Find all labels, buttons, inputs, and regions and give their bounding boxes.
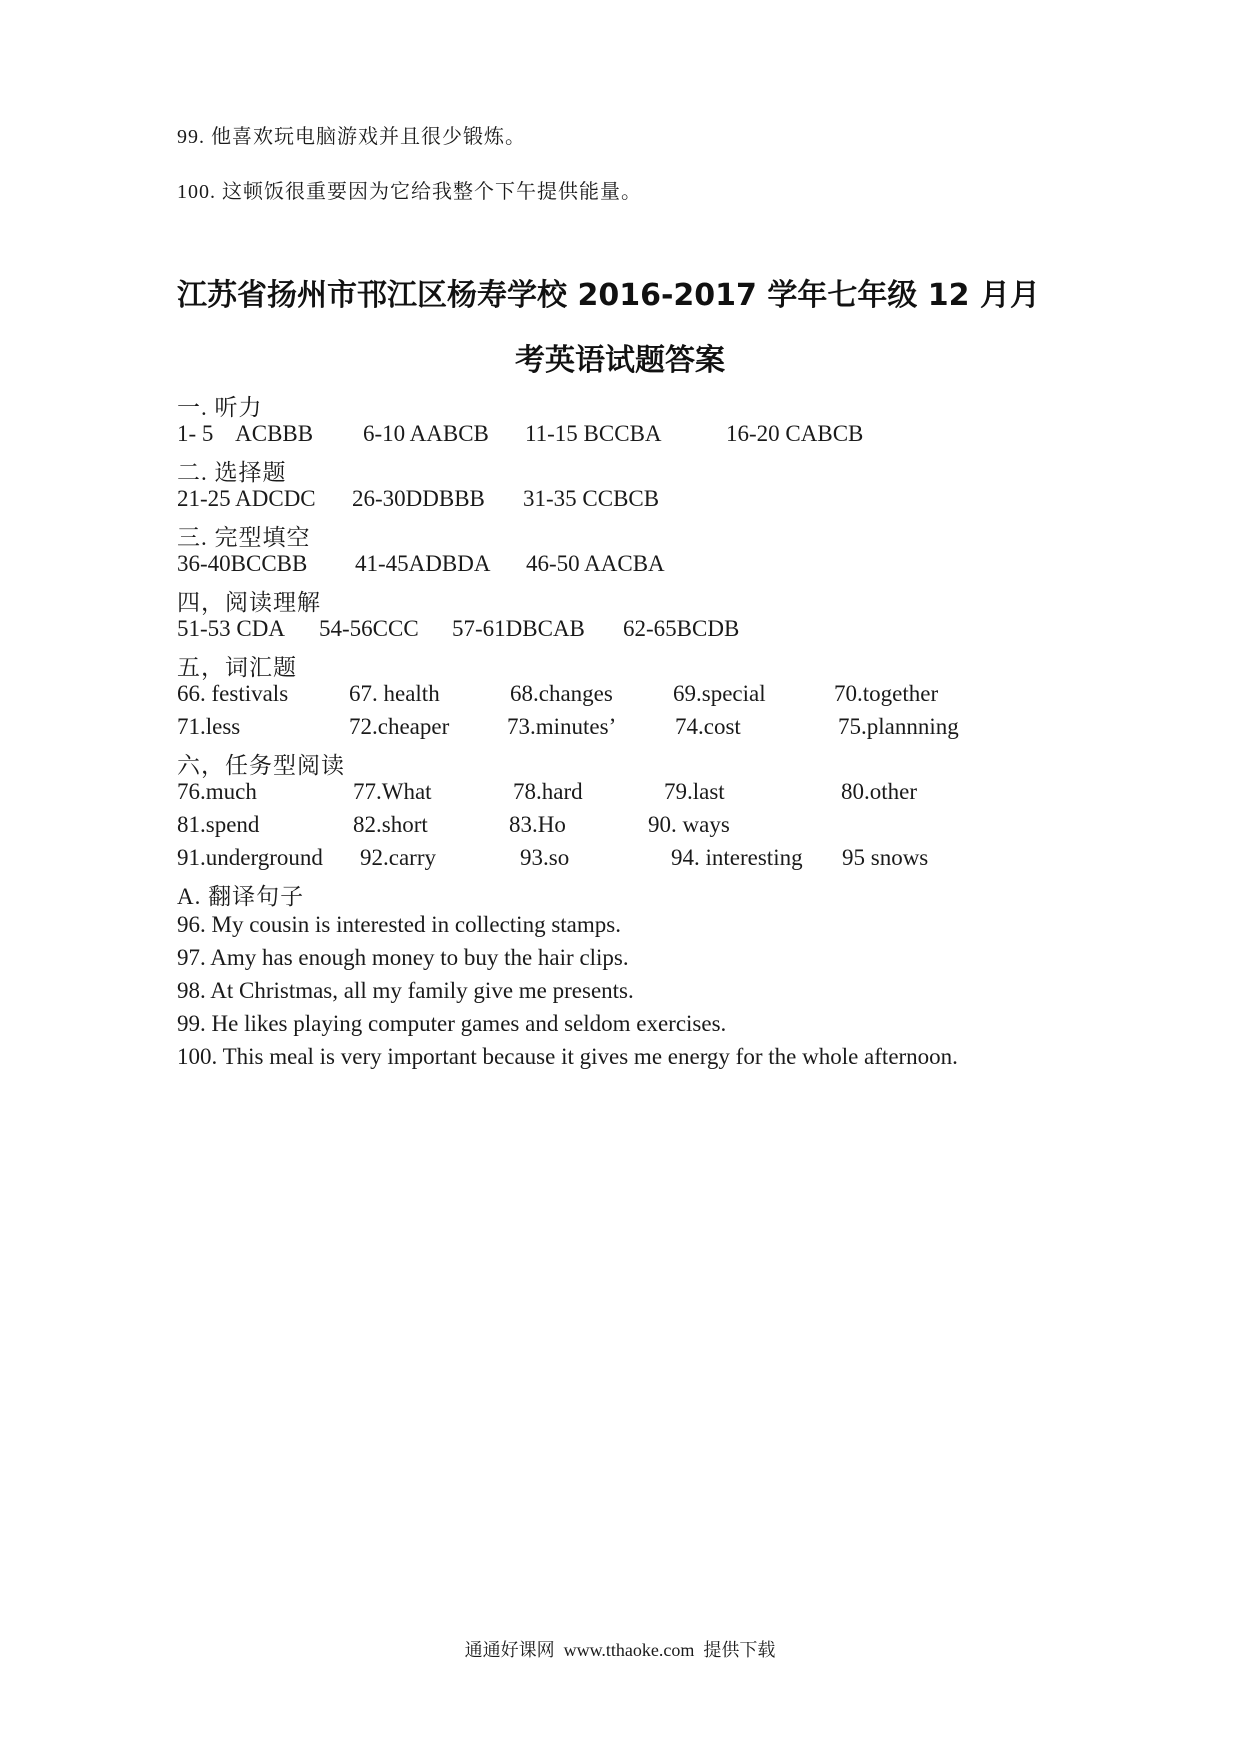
translation-sentence-100: 100. This meal is very important because it gives me energy for the whole afternoon. xyxy=(177,1044,958,1069)
translation-sentence-97: 97. Amy has enough money to buy the hair clips. xyxy=(177,945,629,970)
answer-group: 46-50 AACBA xyxy=(526,551,665,576)
answer-item: 81.spend xyxy=(177,812,260,837)
section-heading-task: 六，任务型阅读 xyxy=(177,753,345,778)
section-heading-vocab: 五，词汇题 xyxy=(177,655,297,680)
answer-item: 71.less xyxy=(177,714,241,739)
question-99-cn: 99. 他喜欢玩电脑游戏并且很少锻炼。 xyxy=(177,126,526,148)
answer-item: 68.changes xyxy=(510,681,613,706)
answer-group: 16-20 CABCB xyxy=(726,421,864,446)
answer-group: 31-35 CCBCB xyxy=(523,486,660,511)
answer-group: 54-56CCC xyxy=(319,616,419,641)
answer-row-reading xyxy=(177,616,1077,646)
answer-item: 75.plannning xyxy=(838,714,959,739)
answer-item: 66. festivals xyxy=(177,681,289,706)
answer-item: 72.cheaper xyxy=(349,714,450,739)
answer-group: 51-53 CDA xyxy=(177,616,285,641)
answer-group: 41-45ADBDA xyxy=(355,551,491,576)
answer-row-task-2 xyxy=(177,812,1077,842)
answer-row-cloze xyxy=(177,551,1077,581)
answer-item: 73.minutes’ xyxy=(507,714,617,739)
answer-row-vocab-2 xyxy=(177,714,1077,744)
answer-group: 21-25 ADCDC xyxy=(177,486,316,511)
answer-group: 1- 5 ACBBB xyxy=(177,421,314,446)
section-heading-listening: 一. 听力 xyxy=(177,395,263,420)
answer-group: 6-10 AABCB xyxy=(363,421,489,446)
answer-item: 67. health xyxy=(349,681,440,706)
answer-item: 80.other xyxy=(841,779,918,804)
page-title-line1: 江苏省扬州市邗江区杨寿学校 2016-2017 学年七年级 12 月月 xyxy=(177,278,1040,313)
answer-item: 74.cost xyxy=(675,714,741,739)
answer-item: 77.What xyxy=(353,779,432,804)
answer-group: 11-15 BCCBA xyxy=(525,421,662,446)
section-heading-choice: 二. 选择题 xyxy=(177,460,287,485)
answer-item: 90. ways xyxy=(648,812,730,837)
section-heading-cloze: 三. 完型填空 xyxy=(177,525,311,550)
answer-row-listening xyxy=(177,421,1077,451)
answer-group: 26-30DDBBB xyxy=(352,486,485,511)
answer-item: 95 snows xyxy=(842,845,929,870)
answer-item: 94. interesting xyxy=(671,845,803,870)
answer-item: 78.hard xyxy=(513,779,583,804)
answer-item: 79.last xyxy=(664,779,725,804)
page-footer: 通通好课网 www.tthaoke.com 提供下载 xyxy=(464,1640,776,1660)
question-100-cn: 100. 这顿饭很重要因为它给我整个下午提供能量。 xyxy=(177,181,642,203)
answer-item: 92.carry xyxy=(360,845,436,870)
section-heading-reading: 四，阅读理解 xyxy=(177,590,321,615)
answer-group: 57-61DBCAB xyxy=(452,616,585,641)
translation-sentence-96: 96. My cousin is interested in collecting stamps. xyxy=(177,912,621,937)
answer-row-choice xyxy=(177,486,1077,516)
answer-group: 36-40BCCBB xyxy=(177,551,308,576)
answer-group: 62-65BCDB xyxy=(623,616,740,641)
translation-sentence-98: 98. At Christmas, all my family give me presents. xyxy=(177,978,634,1003)
answer-item: 70.together xyxy=(834,681,939,706)
section-heading-translation: A. 翻译句子 xyxy=(177,884,305,909)
answer-item: 91.underground xyxy=(177,845,323,870)
page-title-line2: 考英语试题答案 xyxy=(515,343,725,378)
answer-row-task-3 xyxy=(177,845,1077,875)
answer-item: 82.short xyxy=(353,812,428,837)
answer-row-vocab-1 xyxy=(177,681,1077,711)
answer-row-task-1 xyxy=(177,779,1077,809)
translation-sentence-99: 99. He likes playing computer games and seldom exercises. xyxy=(177,1011,727,1036)
answer-item: 93.so xyxy=(520,845,570,870)
answer-item: 69.special xyxy=(673,681,766,706)
answer-item: 83.Ho xyxy=(509,812,566,837)
answer-item: 76.much xyxy=(177,779,257,804)
